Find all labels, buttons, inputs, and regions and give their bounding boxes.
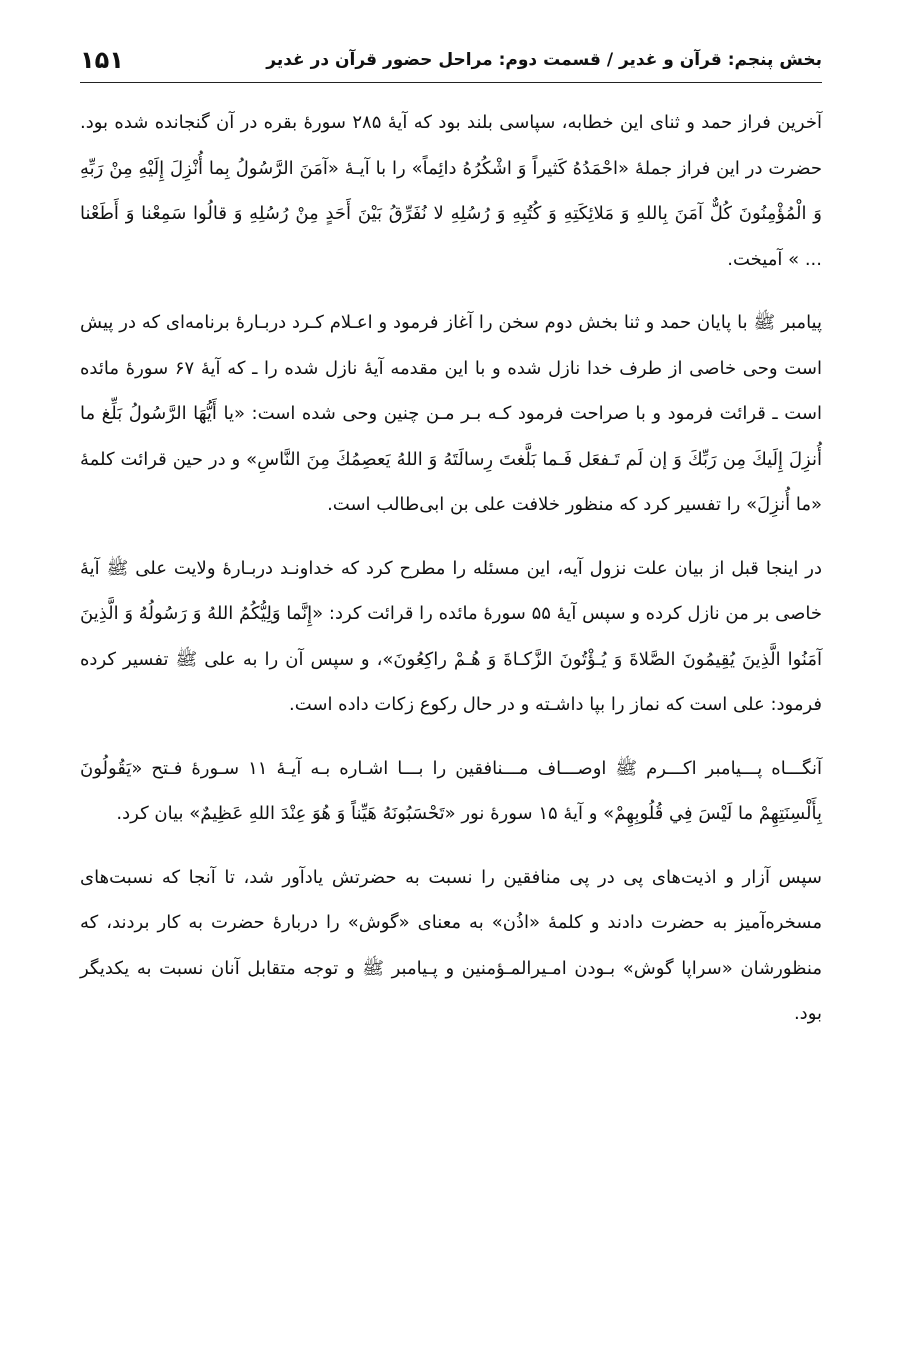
paragraph: در اینجا قبل از بیان علت نزول آیه، این مسئله را مطرح کرد که خداونـد دربـارهٔ ولایت علی ﷺ آیهٔ خاصی بر من نازل کرده و سپس آیهٔ ۵۵ سورهٔ مائده را قرائت کرد: «إِنَّما وَلِيُّكُمُ اللهُ وَ رَسُولُهُ وَ الَّذِينَ آمَنُوا الَّذِينَ يُقِيمُونَ الصَّلاةَ وَ يُـؤْتُونَ الزَّكـاةَ وَ هُـمْ راكِعُونَ»، و سپس آن را به علی ﷺ تفسیر کرده فرمود: علی است که نماز را بپا داشـته و در حال رکوع زکات داده است. (80, 557, 823, 715)
paragraph: پیامبر ﷺ با پایان حمد و ثنا بخش دوم سخن را آغاز فرمود و اعـلام کـرد دربـارهٔ برنامه‌ای که در پیش است وحی خاصی از طرف خدا نازل شده و با این مقدمه آیهٔ نازل شده را ـ که آیهٔ ۶۷ سورهٔ مائده است ـ قرائت فرمود و با صراحت فرمود کـه بـر مـن چنین وحی شده است: «يا أَيُّهَا الرَّسُولُ بَلِّغ ما أُنزِلَ إِلَيكَ مِن رَبِّكَ وَ إن لَم تَـفعَل فَـما بَلَّغتَ رِسالَتَهُ وَ اللهُ يَعصِمُكَ مِنَ النَّاسِ» و در حین قرائت کلمهٔ «ما أُنزِلَ» را تفسیر کرد که منظور خلافت علی بن ابی‌طالب است. (80, 312, 822, 515)
body-text (80, 100, 822, 1055)
paragraph: آخرین فراز حمد و ثنای این خطابه، سپاسی بلند بود که آیهٔ ۲۸۵ سورهٔ بقره در آن گنجانده شده بود. حضرت در این فراز جملهٔ «احْمَدُهُ كَثيراً وَ اشْكُرُهُ دائِماً» را با آیـهٔ «آمَنَ الرَّسُولُ بِما أُنْزِلَ إِلَيْهِ مِنْ رَبِّهِ وَ الْمُؤْمِنُونَ كُلٌّ آمَنَ بِاللهِ وَ مَلائِكَتِهِ وَ كُتُبِهِ وَ رُسُلِهِ لا نُفَرِّقُ بَيْنَ أَحَدٍ مِنْ رُسُلِهِ وَ قالُوا سَمِعْنا وَ أَطَعْنا ... » آمیخت. (80, 112, 822, 270)
paragraph: آنگـــاه پـــیامبر اکـــرم ﷺ اوصـــاف مـــنافقین را بـــا اشـاره بـه آیـهٔ ۱۱ سـورهٔ فـتح «يَقُولُونَ بِأَلْسِنَتِهِمْ ما لَيْسَ فِي قُلُوبِهِمْ» و آیهٔ ۱۵ سورهٔ نور «تَحْسَبُونَهُ هَيِّناً وَ هُوَ عِنْدَ اللهِ عَظِيمٌ» بیان کرد. (80, 757, 822, 824)
chapter-title: بخش پنجم: قرآن و غدیر / قسمت دوم: مراحل حضور قرآن در غدیر (266, 50, 822, 70)
page-number: ۱۵۱ (80, 46, 124, 74)
paragraph: سپس آزار و اذیت‌های پی در پی منافقین را نسبت به حضرتش یادآور شد، تا آنجا که نسبت‌های مسخره‌آمیز به حضرت دادند و کلمهٔ «اذُن» به معنای «گوش» را دربارهٔ حضرت به کار بردند، که منظورشان «سراپا گوش» بـودن امـیرالمـؤمنین و پـیامبر ﷺ و توجه متقابل آنان نسبت به یکدیگر بود. (80, 866, 822, 1024)
running-header (80, 38, 822, 83)
